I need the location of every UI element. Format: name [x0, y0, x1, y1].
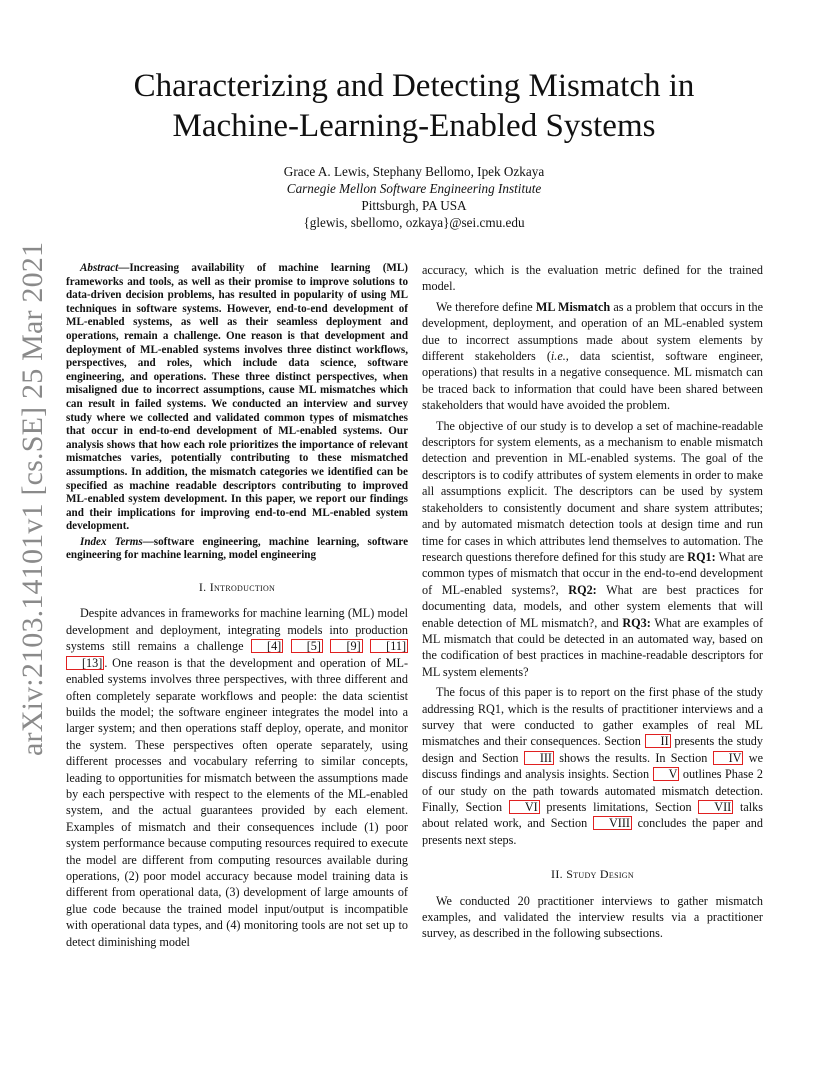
index-terms-lead: Index Terms — [80, 535, 143, 548]
definition-paragraph: We therefore define ML Mismatch as a problem that occurs in the development, deployment, and operation of an ML-enabled system due to incorrect assumptions made about system elements by different stakeholders (i.e., data scientist, software engineer, operations) that results in a negative consequence. ML mismatch can be traced back to information that could have been shared between stakeholders that would have avoided the problem. — [422, 299, 763, 413]
section-heading-study-design: II. Study Design — [551, 867, 634, 882]
author-location: Pittsburgh, PA USA — [361, 198, 467, 213]
left-column — [66, 262, 408, 950]
citation-link[interactable]: [11] — [370, 639, 408, 653]
continued-paragraph: accuracy, which is the evaluation metric defined for the trained model. — [422, 263, 763, 294]
section-heading-introduction: I. Introduction — [198, 580, 276, 595]
title-line-2: Machine-Learning-Enabled Systems — [172, 108, 656, 144]
index-terms — [66, 536, 408, 563]
section-link[interactable]: VII — [698, 800, 733, 814]
abstract-lead: Abstract — [80, 262, 119, 274]
title-line-1: Characterizing and Detecting Mismatch in — [133, 68, 695, 104]
right-column — [422, 262, 763, 942]
intro-paragraph: Despite advances in frameworks for machine learning (ML) model development and deployment, integrating models into production systems still remains a challenge [4] [5] [9] [11] [13] . One reason is that the development and operation of ML-enabled systems involves three perspectives, with three different and often completely separate workflows and people: the data scientist builds the model; the software engineer integrates the model into a larger system; and then operations staff deploy, operate, and monitor the system. These perspectives often operate separately, using different processes and vocabulary referring to similar concepts, leading to opportunities for mismatch between the assumptions made by each perspective with respect to the elements of the ML-enabled system, and the actual guarantees provided by each element. Examples of mismatch and their consequences include (1) poor system performance because computing resources required to execute the model are different from computing resources available during operations, (2) poor model accuracy because model training data is different from operational data, (3) development of large amounts of glue code because the trained model input/output is incompatible with operational data types, and (4) monitoring tools are not set up to detect diminishing model — [66, 606, 408, 949]
section-link[interactable]: II — [645, 734, 671, 748]
citation-link[interactable]: [13] — [66, 656, 104, 670]
section-link[interactable]: IV — [713, 751, 744, 765]
author-affiliation: Carnegie Mellon Software Engineering Institute — [286, 181, 542, 196]
abstract — [66, 262, 408, 534]
citation-link[interactable]: [9] — [330, 639, 362, 653]
author-block — [70, 163, 758, 231]
paper-title — [70, 66, 758, 146]
index-terms-text: —software engineering, machine learning, software engineering for machine learning, model engineering — [66, 535, 408, 562]
defined-term: ML Mismatch — [535, 299, 611, 314]
study-paragraph: We conducted 20 practitioner interviews to gather mismatch examples, and validated the interview results via a practitioner survey, as described in the following subsections. — [422, 893, 763, 941]
author-emails: {glewis, sbellomo, ozkaya}@sei.cmu.edu — [303, 215, 525, 230]
focus-paragraph: The focus of this paper is to report on the first phase of the study addressing RQ1, which is the results of practitioner interviews and a survey that were conducted to gather examples of real ML mismatches and their consequences. Section II presents the study design and Section III shows the results. In Section IV we discuss findings and analysis insights. Section V outlines Phase 2 of our study on the path towards automated mismatch detection. Finally, Section VI presents limitations, Section VII talks about related work, and Section VIII concludes the paper and presents next steps. — [422, 685, 763, 847]
arxiv-identifier: arXiv:2103.14101v1 [cs.SE] 25 Mar 2021 — [16, 241, 49, 756]
section-link[interactable]: V — [653, 767, 680, 781]
section-link[interactable]: III — [524, 751, 554, 765]
citation-link[interactable]: [5] — [291, 639, 323, 653]
objective-paragraph: The objective of our study is to develop a set of machine-readable descriptors for system elements, as a mechanism to enable mismatch detection and prevention in ML-enabled systems. The goal of the descriptors is to codify attributes of system elements in order to make all assumptions explicit. The descriptors can be used by system stakeholders to consistently document and share system attributes; and by automated mismatch detection tools at design time and run time for cases in which attributes lend themselves to automation. The research questions therefore defined for this study are RQ1: What are common types of mismatch that occur in the end-to-end development of ML-enabled systems?, RQ2: What are best practices for documenting data, models, and other system elements that will enable detection of ML mismatch?, and RQ3: What are examples of ML mismatch that could be detected in an automated way, based on the codification of best practices in machine-readable descriptors for ML system elements? — [422, 418, 763, 679]
abstract-text: —Increasing availability of machine learning (ML) frameworks and tools, as well as their promise to improve solutions to data-driven decision problems, has resulted in popularity of using ML techniques in software systems. However, end-to-end development of ML-enabled systems, as well as their seamless deployment and operations, remain a challenge. One reason is that development and deployment of ML-enabled systems involves three distinct workflows, perspectives, and roles, which include data science, software engineering, and operations. These three distinct perspectives, when misaligned due to incorrect assumptions, cause ML mismatches which can result in failed systems. We conducted an interview and survey study where we collected and validated common types of mismatches that occur in end-to-end development of ML-enabled systems. Our analysis shows that how each role prioritizes the importance of relevant mismatches varies, potentially contributing to these mismatched assumptions. In addition, the mismatch categories we identified can be specified as machine readable descriptors contributing to improved ML-enabled system development. In this paper, we report our findings and their implications for improving end-to-end ML-enabled system development. — [66, 262, 408, 533]
author-names: Grace A. Lewis, Stephany Bellomo, Ipek Ozkaya — [283, 164, 545, 179]
citation-link[interactable]: [4] — [251, 639, 283, 653]
section-link[interactable]: VI — [509, 800, 540, 814]
section-link[interactable]: VIII — [593, 816, 632, 830]
